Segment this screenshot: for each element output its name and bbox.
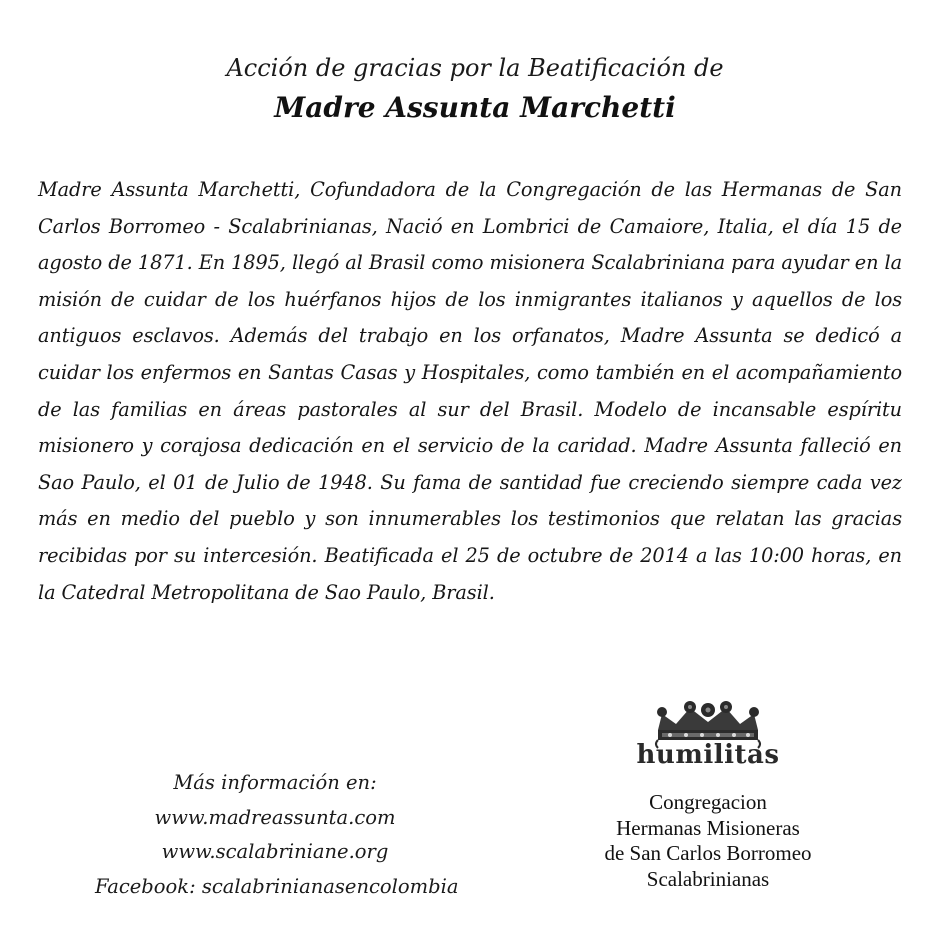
congregation-name (570, 790, 846, 892)
more-info-heading: Más información en: (173, 771, 377, 794)
congregation-line: Scalabrinianas (646, 866, 770, 891)
congregation-line: de San Carlos Borromeo (604, 841, 812, 865)
congregation-line: Congregacion (649, 790, 767, 814)
website-link-madreassunta[interactable]: www.madreassunta.com (154, 805, 396, 829)
thanksgiving-title: Acción de gracias por la Beatificación de (226, 54, 724, 82)
subject-name: Madre Assunta Marchetti (274, 91, 676, 124)
congregation-logo-block (570, 700, 846, 892)
more-info-block (95, 766, 459, 904)
website-link-scalabriniane[interactable]: www.scalabriniane.org (161, 840, 389, 863)
congregation-line: Hermanas Misioneras (616, 815, 800, 840)
humilitas-wordmark: humilitas (636, 740, 780, 770)
biography-paragraph: Madre Assunta Marchetti, Cofundadora de la Congregación de las Hermanas de San Carlos Borromeo - Scalabrinianas, Nació en Lombrici de Camaiore, Italia, el día 15 de agosto de 1871. En 1895, llegó al Brasil como misionera Scalabriniana para ayudar en la misión de cuidar de los huérfanos hijos de los inmigrantes italianos y aquellos de los antiguos esclavos. Además del trabajo en los orfanatos, Madre Assunta se dedicó a cuidar los enfermos en Santas Casas y Hospitales, como también en el acompañamiento de las familias en áreas pastorales al sur del Brasil. Modelo de incansable espíritu misionero y corajosa dedicación en el servicio de la caridad. Madre Assunta falleció en Sao Paulo, el 01 de Julio de 1948. Su fama de santidad fue creciendo siempre cada vez más en medio del pueblo y son innumerables los testimonios que relatan las gracias recibidas por su intercesión. Beatificada el 25 de octubre de 2014 a las 10:00 horas, en la Catedral Metropolitana de Sao Paulo, Brasil. (38, 178, 902, 604)
facebook-link[interactable]: Facebook: scalabrinianasencolombia (95, 874, 459, 898)
card-header (0, 52, 950, 128)
